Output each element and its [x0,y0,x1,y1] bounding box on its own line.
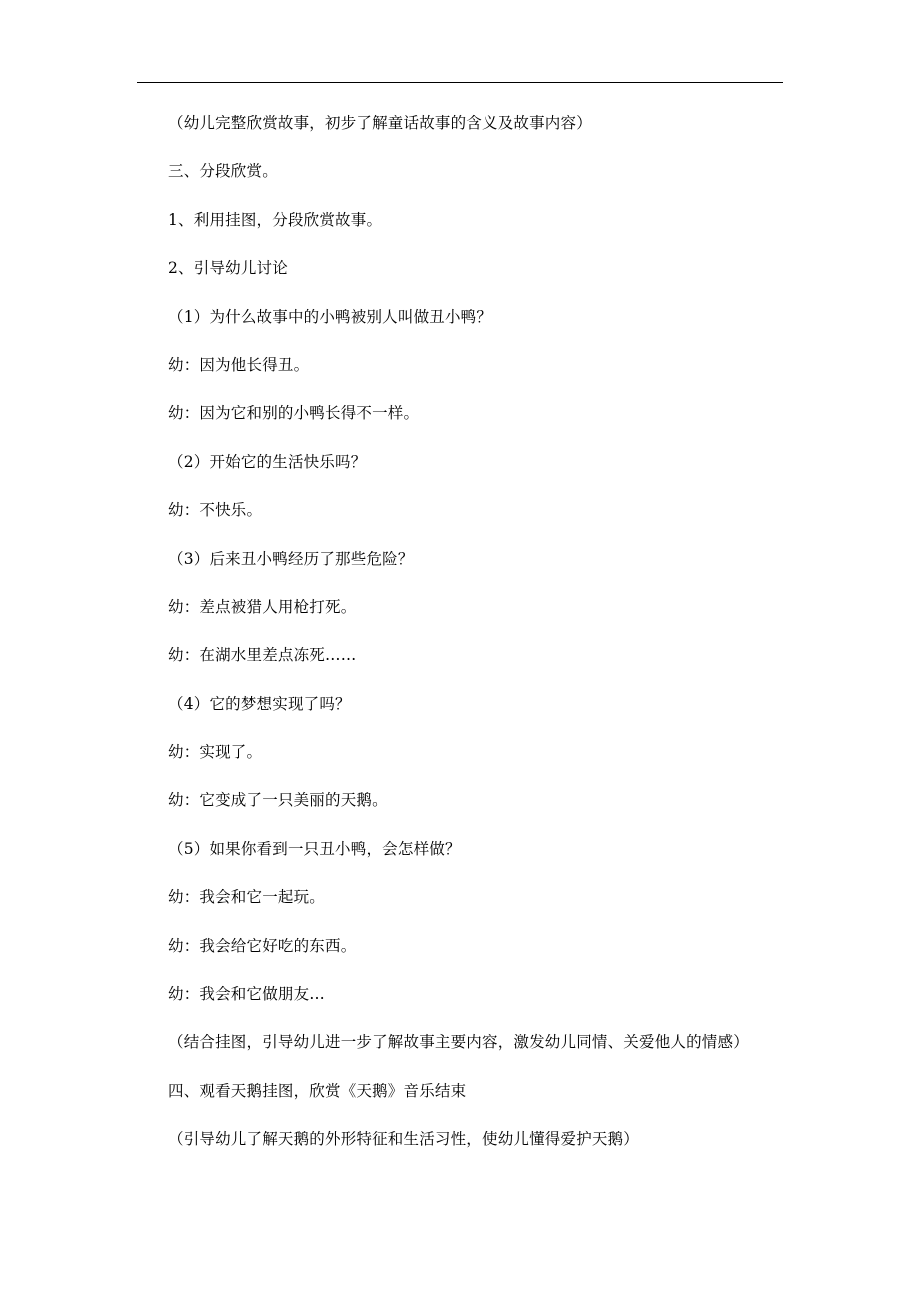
answer-2: 幼：不快乐。 [168,501,263,520]
answer-3a: 幼：差点被猎人用枪打死。 [168,597,357,616]
answer-4b: 幼：它变成了一只美丽的天鹅。 [168,791,388,810]
question-1: （1）为什么故事中的小鸭被别人叫做丑小鸭？ [168,307,493,326]
step-1: 1、利用挂图，分段欣赏故事。 [168,210,383,229]
line-discussion-note: （结合挂图，引导幼儿进一步了解故事主要内容，激发幼儿同情、关爱他人的情感） [168,1033,749,1052]
document-body [168,108,788,1173]
step-2: 2、引导幼儿讨论 [168,259,288,278]
answer-1b: 幼：因为它和别的小鸭长得不一样。 [168,404,420,423]
answer-5b: 幼：我会给它好吃的东西。 [168,936,357,955]
answer-1a: 幼：因为他长得丑。 [168,355,310,374]
section-four-heading: 四、观看天鹅挂图，欣赏《天鹅》音乐结束 [168,1081,467,1100]
question-4: （4）它的梦想实现了吗？ [168,694,351,713]
question-2: （2）开始它的生活快乐吗？ [168,452,367,471]
question-3: （3）后来丑小鸭经历了那些危险？ [168,549,414,568]
section-three-heading: 三、分段欣赏。 [168,162,278,181]
question-5: （5）如果你看到一只丑小鸭，会怎样做？ [168,839,461,858]
line-goal-note: （幼儿完整欣赏故事，初步了解童话故事的含义及故事内容） [168,114,592,132]
answer-4a: 幼：实现了。 [168,743,263,762]
line-ending-note: （引导幼儿了解天鹅的外形特征和生活习性，使幼儿懂得爱护天鹅） [168,1130,640,1149]
header-rule [137,82,783,83]
answer-5c: 幼：我会和它做朋友… [168,985,326,1004]
answer-5a: 幼：我会和它一起玩。 [168,888,326,907]
answer-3b: 幼：在湖水里差点冻死…… [168,646,357,665]
